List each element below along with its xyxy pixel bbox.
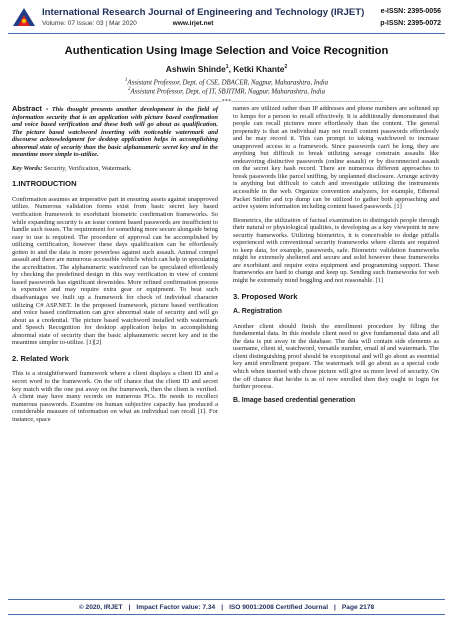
journal-volume: Volume: 07 Issue: 03 | Mar 2020	[42, 20, 137, 27]
footer-page-number: Page 2178	[341, 604, 375, 611]
footer-impact-factor: Impact Factor value: 7.34	[136, 604, 216, 611]
author-2: , Ketki Khante	[228, 64, 285, 74]
related-work-continued: names are utilized rather than IP addresses and phone numbers are softened up to lumps for a person to recall effectively. It is additionally demonstrated that people can recall pictures more effortlessly than the content. The general propensity is that an individual may not recall content passwords effortlessly and he may record it. This can prompt to taking watchword to increase unapproved access to a framework. Since passwords can't be long, they are anything but difficult to break utilizing savage constrain assaults like endeavoring distinctive passwords (online assault) or by disconnected assault on the secret key hash record. There are numerous different approaches to break passwords like parcel sniffing, by unplanned disclosure. Arrange activity is anything but difficult to catch and investigate utilizing the instruments accessible in the web. Organize convention analyzers, for example, Ethereal Packet Sniffer and tcp dump can be utilized to gather both approaching and active system information including content based passwords. [1]	[233, 105, 439, 211]
related-work-paragraph: This is a straightforward framework where a client displays a client ID and a secret word to the framework. On the off chance that the client ID and secret key match with the one put away on the framework, then the client is verified. A client may have many records on numerous PCs. He needs to recollect numerous passwords. Examine on human subjective capacity has produced a considerable measure of information on what an individual can recall [1]. For instance, space	[12, 370, 218, 423]
footer-copyright: © 2020, IRJET	[78, 604, 123, 611]
paper-title: Authentication Using Image Selection and Voice Recognition	[64, 45, 389, 57]
biometrics-paragraph: Biometrics, the utilization of factual examination to distinguish people through their natural or physiological qualities, is developing as a key viewpoint in new security frameworks. Utilizing biometrics, it is conceivable to dodge pitfalls experienced with conventional security frameworks where clients are required to keep data, for example, passwords, safe. Biometric validation frameworks might be extremely sheltered and secure and solid however these frameworks are exorbitant and require extra equipment and programming support. These frameworks are hard to change and keep up. Sending such frameworks for web might be extremely mind boggling and not reasonable. [1]	[233, 216, 439, 285]
footer: © 2020, IRJET | Impact Factor value: 7.34 | ISO 9001:2008 Certified Journal | Page 2178	[78, 604, 375, 611]
footer-divider	[8, 599, 445, 600]
keywords: Key Words: Security, Verification, Watermark.	[12, 164, 132, 172]
separator-line: ---------------------------------------------------------------------***---------------------------------------------------------------------	[70, 99, 383, 105]
affiliation-2: $^2$Assistant Professor, Dept. of IT, SBJITMR, Nagpur, Maharashtra, India	[128, 87, 325, 96]
introduction-heading: 1.INTRODUCTION	[12, 179, 77, 189]
footer-bottom-divider	[8, 614, 445, 615]
affiliation-1: $^1$Assistant Professor, Dept. of CSE, DBACER, Nagpur, Maharashtra, India	[124, 78, 329, 87]
related-work-heading: 2. Related Work	[12, 353, 69, 363]
abstract: Abstract - This thought presents another development in the field of information security that is an application with picture based confirmation and voice based verification and these both will go about as qualification. The picture based watchword inserting with noticeable watermark and discourse acknowledgment for desktop application helps in accomplishing abnormal state of security than the basic alphanumeric secret key and in the meantime more simple to-utilize.	[12, 104, 219, 159]
e-issn: e-ISSN: 2395-0056	[380, 8, 441, 15]
irjet-logo	[11, 6, 37, 28]
footer-iso: ISO 9001:2008 Certified Journal	[229, 604, 329, 611]
author-1-sup: 1	[225, 64, 229, 71]
header-divider	[8, 33, 445, 34]
introduction-paragraph: Confirmation assumes an imperative part in ensuring assets against unapproved utilize. Numerous validation forms exist from basic secret key based verification framework to exorbitant biometric confirmation frameworks. So while expanding security is an issue content based passwords are insufficient to handle such issues. The requirement for something more secure alongside being easy to use is required. The procedure of approval can be accomplished by utilizing certification, however these days qualification can be effortlessly gotten to and the data is more powerless against such assault. Animal compel assault and there are numerous accessible vehicle which can help in speculating the accreditation. The alphanumeric watchword can be speculated effortlessly by checking the predefined design in this way verification in view of content based passwords has significant downsides. More refined confirmation process is expensive and may require extra gear or equipment. To beat such disadvantages we built up a framework for check of individual character utilizing C# ASP.NET. In the proposed framework, picture based verification and voice based confirmation can give abnormal state of security and will go about as a credential. The picture based watchword installed with watermark and Speech Recognition for desktop application helps in accomplishing abnormal state of security than the basic alphanumeric secret key and in the meantime simpler to-utilize. [1][2]	[12, 195, 219, 347]
registration-heading: A. Registration	[233, 308, 283, 316]
image-credential-heading: B. Image based credential generation	[233, 396, 356, 404]
proposed-work-heading: 3. Proposed Work	[233, 291, 298, 301]
author-1: Ashwin Shinde	[165, 64, 226, 74]
right-column	[233, 105, 439, 411]
journal-website: www.irjet.net	[172, 20, 214, 27]
author-list	[0, 64, 453, 74]
journal-name: International Research Journal of Engineering and Technology (IRJET)	[42, 7, 365, 18]
registration-paragraph: Another client should finish the enrollment procedure by filling the fundamental data. In this module client need to give fundamental data and all the data is put away in the database. The data will contain side elements as username, client id, watchword, versatile number, email id and watermark. The client distinguishing proof should be exceptional and will go about as essential key amid enrollment prepare. The watermark will go about as a special code which when inserted with chose picture will give us more level of security. On the off chance that he/she is as of now enrolled then they ought to login for further process.	[233, 322, 439, 391]
journal-volume-line	[42, 20, 213, 27]
p-issn: p-ISSN: 2395-0072	[380, 20, 441, 27]
author-2-sup: 2	[284, 64, 288, 71]
left-column	[12, 105, 218, 429]
